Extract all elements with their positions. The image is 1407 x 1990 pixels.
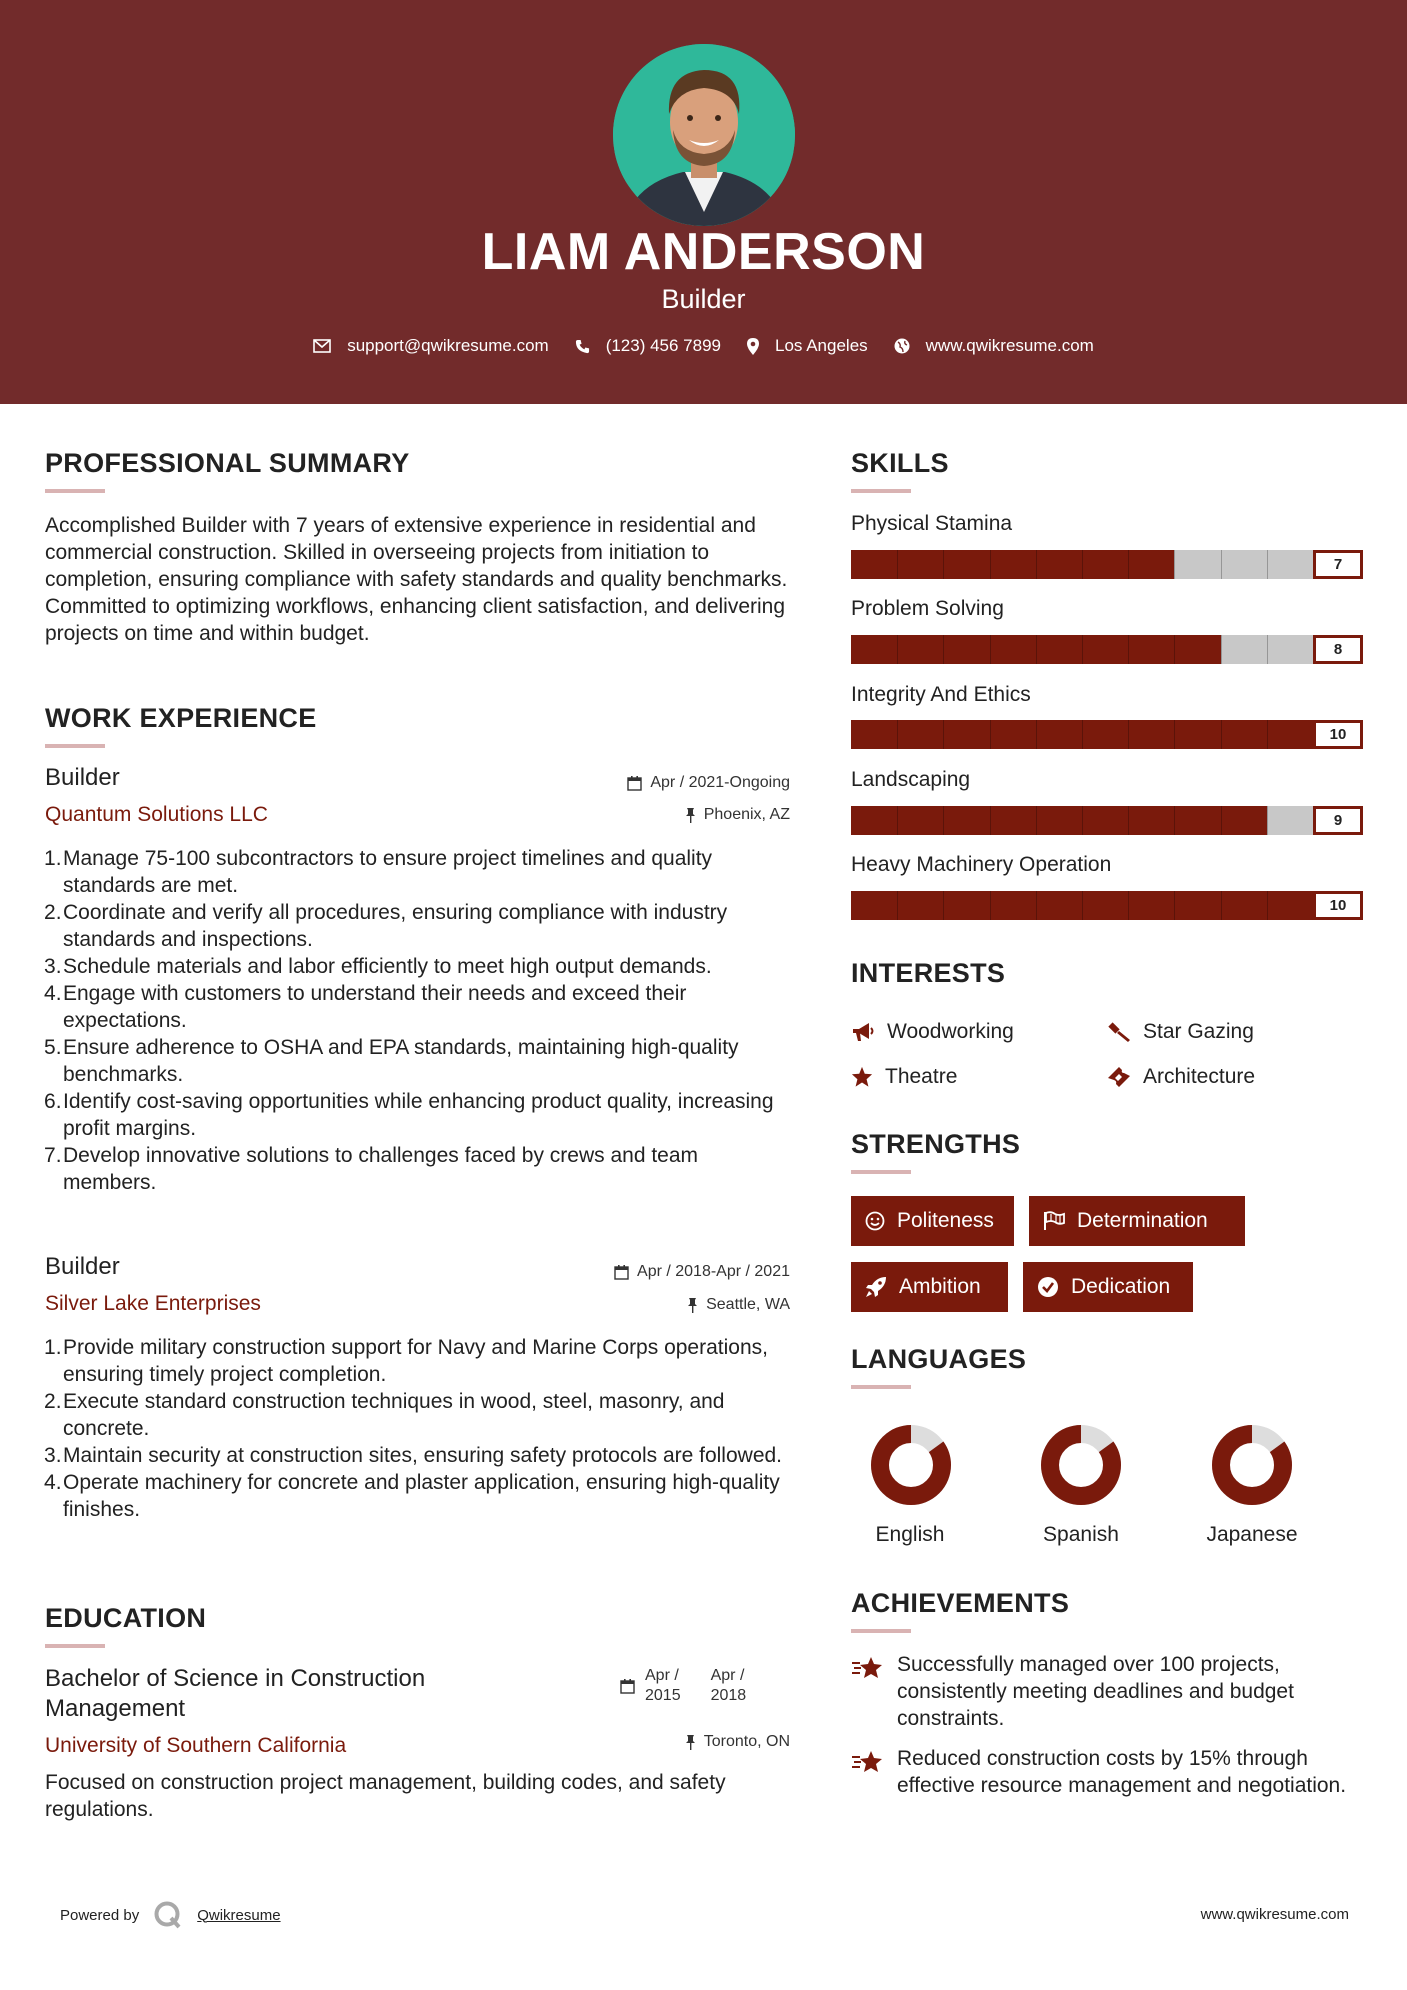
job-1-location-text: Phoenix, AZ xyxy=(703,806,790,823)
education-degree-line1: Bachelor of Science in Construction xyxy=(45,1665,426,1692)
strength-label: Determination xyxy=(1077,1209,1208,1232)
skills-heading: SKILLS xyxy=(851,448,949,478)
contact-location-text: Los Angeles xyxy=(775,336,868,355)
achievement-item xyxy=(851,1745,1371,1799)
strength-label: Ambition xyxy=(899,1275,981,1298)
experience-underline xyxy=(45,744,105,748)
contact-bar xyxy=(0,336,1407,356)
education-degree xyxy=(45,1664,425,1724)
skill-bar-divider xyxy=(943,635,944,664)
skill-bar-divider xyxy=(1174,891,1175,920)
skill-bar-divider xyxy=(1221,720,1222,749)
list-item: Engage with customers to understand their needs and exceed their expectations. xyxy=(63,982,687,1032)
education-end-year: 2018 xyxy=(710,1687,747,1704)
education-start-year: 2015 xyxy=(645,1687,681,1704)
interest-label: Architecture xyxy=(1143,1065,1256,1088)
skill-bar-divider xyxy=(990,806,991,835)
skill-name: Integrity And Ethics xyxy=(851,683,1031,706)
interest-item xyxy=(851,1065,957,1089)
list-item: Develop innovative solutions to challenges faced by crews and team members. xyxy=(63,1144,699,1194)
calendar-icon xyxy=(627,776,642,791)
flag-icon xyxy=(1043,1211,1065,1231)
skill-bar-divider xyxy=(1267,891,1268,920)
skill-bar-divider xyxy=(1267,635,1268,664)
job-1-company: Quantum Solutions LLC xyxy=(45,803,268,826)
calendar-icon xyxy=(620,1679,635,1694)
interest-item xyxy=(1107,1065,1255,1089)
summary-heading: PROFESSIONAL SUMMARY xyxy=(45,448,410,478)
strength-label: Dedication xyxy=(1071,1275,1171,1298)
experience-heading: WORK EXPERIENCE xyxy=(45,703,317,733)
footer-website[interactable]: www.qwikresume.com xyxy=(1200,1906,1349,1923)
skill-name: Physical Stamina xyxy=(851,512,1013,535)
education-underline xyxy=(45,1644,105,1648)
interest-item xyxy=(851,1020,1014,1044)
education-heading: EDUCATION xyxy=(45,1603,207,1633)
profile-photo xyxy=(613,44,795,226)
job-1-title: Builder xyxy=(45,764,120,791)
gavel-icon xyxy=(1107,1021,1131,1043)
achievement-text: Successfully managed over 100 projects, consistently meeting deadlines and budget constraints. xyxy=(897,1653,1294,1730)
education-dates xyxy=(620,1666,746,1706)
skill-bar-divider xyxy=(1128,720,1129,749)
skill-bar-divider xyxy=(990,550,991,579)
skill-bar-divider xyxy=(1036,720,1037,749)
footer-branding xyxy=(60,1900,281,1930)
contact-website-text: www.qwikresume.com xyxy=(925,336,1094,355)
strength-badge xyxy=(1023,1262,1193,1312)
skill-bar-divider xyxy=(897,635,898,664)
skill-bar-divider xyxy=(1082,806,1083,835)
education-location xyxy=(560,1733,790,1751)
language-name: English xyxy=(875,1523,945,1546)
list-item: Maintain security at construction sites, ensuring safety protocols are followed. xyxy=(63,1444,783,1467)
skill-bar-fill xyxy=(851,806,1267,835)
shooting-star-icon xyxy=(851,1655,885,1681)
phone-icon xyxy=(575,339,590,354)
skill-bar-divider xyxy=(1221,635,1222,664)
job-2-dates-text: Apr / 2018-Apr / 2021 xyxy=(637,1263,790,1280)
skill-bar-divider xyxy=(1174,635,1175,664)
list-item: Manage 75-100 subcontractors to ensure project timelines and quality standards are met. xyxy=(63,847,713,897)
skill-bar xyxy=(851,720,1313,749)
skill-bar xyxy=(851,550,1313,579)
education-description: Focused on construction project management, building codes, and safety regulations. xyxy=(45,1771,726,1821)
summary-underline xyxy=(45,489,105,493)
skill-score: 10 xyxy=(1313,891,1363,920)
skill-bar-divider xyxy=(990,635,991,664)
contact-location xyxy=(747,336,868,356)
skill-bar xyxy=(851,806,1313,835)
skill-bar-divider xyxy=(897,720,898,749)
education-start-month: Apr / xyxy=(645,1667,679,1684)
skill-name: Landscaping xyxy=(851,768,971,791)
job-2-location xyxy=(560,1296,790,1314)
skill-bar xyxy=(851,635,1313,664)
achievements-heading: ACHIEVEMENTS xyxy=(851,1588,1070,1618)
shooting-star-icon xyxy=(851,1749,885,1775)
interest-label: Theatre xyxy=(885,1065,958,1088)
skill-bar-divider xyxy=(1036,635,1037,664)
languages-heading: LANGUAGES xyxy=(851,1344,1027,1374)
strengths-heading: STRENGTHS xyxy=(851,1129,1021,1159)
skill-name: Heavy Machinery Operation xyxy=(851,853,1112,876)
list-item: Provide military construction support for Navy and Marine Corps operations, ensuring timely project completion. xyxy=(63,1336,768,1386)
languages-underline xyxy=(851,1385,911,1389)
pin-icon xyxy=(687,1298,698,1313)
strength-badge xyxy=(1029,1196,1245,1246)
language-name: Japanese xyxy=(1206,1523,1298,1546)
skill-bar-divider xyxy=(1082,720,1083,749)
education-school: University of Southern California xyxy=(45,1734,347,1757)
powered-by-text: Powered by xyxy=(60,1906,140,1924)
skill-bar xyxy=(851,891,1313,920)
skill-bar-fill xyxy=(851,550,1174,579)
job-1-duties xyxy=(45,845,795,1196)
achievement-item xyxy=(851,1651,1371,1732)
skill-bar-divider xyxy=(1174,550,1175,579)
skill-bar-divider xyxy=(1221,550,1222,579)
skill-bar-divider xyxy=(1267,806,1268,835)
star-icon xyxy=(851,1066,873,1088)
skill-score: 10 xyxy=(1313,720,1363,749)
contact-website[interactable] xyxy=(894,336,1094,356)
list-item: Coordinate and verify all procedures, ensuring compliance with industry standards and inspections. xyxy=(63,901,728,951)
skill-bar-divider xyxy=(1174,720,1175,749)
skill-bar-divider xyxy=(1128,550,1129,579)
skill-bar-divider xyxy=(1082,891,1083,920)
strength-label: Politeness xyxy=(897,1209,994,1232)
contact-phone[interactable] xyxy=(575,336,721,356)
skill-bar-divider xyxy=(943,720,944,749)
skill-bar-divider xyxy=(943,891,944,920)
list-item: Ensure adherence to OSHA and EPA standards, maintaining high-quality benchmarks. xyxy=(63,1036,739,1086)
skill-score: 9 xyxy=(1313,806,1363,835)
strengths-underline xyxy=(851,1170,911,1174)
education-location-text: Toronto, ON xyxy=(703,1733,790,1750)
achievements-underline xyxy=(851,1629,911,1633)
skills-underline xyxy=(851,489,911,493)
language-name: Spanish xyxy=(1043,1523,1119,1546)
check-circle-icon xyxy=(1037,1276,1059,1298)
contact-email[interactable] xyxy=(313,336,549,356)
skill-bar-divider xyxy=(1128,635,1129,664)
skill-bar-divider xyxy=(1174,806,1175,835)
list-item: Identify cost-saving opportunities while enhancing product quality, increasing profit margins. xyxy=(63,1090,774,1140)
skill-bar-divider xyxy=(897,550,898,579)
skill-bar-divider xyxy=(1036,806,1037,835)
job-2-duties xyxy=(45,1334,795,1523)
skill-bar-divider xyxy=(1036,891,1037,920)
skill-name: Problem Solving xyxy=(851,597,1004,620)
list-item: Operate machinery for concrete and plaster application, ensuring high-quality finishes. xyxy=(63,1471,780,1521)
language-ring xyxy=(1036,1420,1126,1510)
skill-score: 7 xyxy=(1313,550,1363,579)
qwikresume-logo-icon xyxy=(153,1900,183,1930)
job-2-location-text: Seattle, WA xyxy=(706,1296,790,1313)
skill-bar-divider xyxy=(1128,891,1129,920)
skill-bar-divider xyxy=(897,806,898,835)
language-ring xyxy=(1207,1420,1297,1510)
interest-item xyxy=(1107,1020,1254,1044)
calendar-icon xyxy=(614,1265,629,1280)
candidate-title: Builder xyxy=(661,284,746,314)
envelope-icon xyxy=(313,339,331,353)
strength-badge xyxy=(851,1262,1008,1312)
globe-icon xyxy=(894,338,910,354)
achievement-text: Reduced construction costs by 15% through effective resource management and negotiation. xyxy=(897,1747,1347,1797)
ticket-icon xyxy=(1107,1066,1131,1088)
language-ring xyxy=(866,1420,956,1510)
job-1-dates-text: Apr / 2021-Ongoing xyxy=(650,774,790,791)
skill-bar-divider xyxy=(1221,891,1222,920)
map-pin-icon xyxy=(747,338,759,355)
interest-label: Woodworking xyxy=(887,1020,1014,1043)
skill-bar-divider xyxy=(943,550,944,579)
summary-text: Accomplished Builder with 7 years of extensive experience in residential and commercial construction. Skilled in overseeing projects from initiation to completion, ensuring compliance with safety standards and quality benchmarks. Committed to optimizing workflows, enhancing client satisfaction, and delivering projects on time and within budget. xyxy=(45,514,788,645)
job-1-dates xyxy=(560,774,790,792)
contact-email-text: support@qwikresume.com xyxy=(347,336,549,355)
qwikresume-link[interactable]: Qwikresume xyxy=(197,1906,281,1924)
skill-bar-divider xyxy=(990,891,991,920)
smile-icon xyxy=(865,1211,885,1231)
skill-score: 8 xyxy=(1313,635,1363,664)
skill-bar-divider xyxy=(1036,550,1037,579)
skill-bar-divider xyxy=(1221,806,1222,835)
strength-badge xyxy=(851,1196,1014,1246)
skill-bar-divider xyxy=(1128,806,1129,835)
skill-bar-divider xyxy=(1267,720,1268,749)
megaphone-icon xyxy=(851,1022,875,1042)
skill-bar-divider xyxy=(897,891,898,920)
skill-bar-divider xyxy=(943,806,944,835)
job-2-company: Silver Lake Enterprises xyxy=(45,1292,261,1315)
education-end-month: Apr / xyxy=(710,1667,745,1684)
candidate-name: LIAM ANDERSON xyxy=(481,223,926,281)
skill-bar-divider xyxy=(990,720,991,749)
job-2-title: Builder xyxy=(45,1253,120,1280)
resume-header xyxy=(0,0,1407,404)
skill-bar-divider xyxy=(1267,550,1268,579)
pin-icon xyxy=(685,1735,696,1750)
interests-heading: INTERESTS xyxy=(851,958,1006,988)
pin-icon xyxy=(685,808,696,823)
skill-bar-divider xyxy=(1082,550,1083,579)
education-degree-line2: Management xyxy=(45,1695,186,1722)
contact-phone-text: (123) 456 7899 xyxy=(605,336,722,355)
rocket-icon xyxy=(865,1276,887,1298)
list-item: Execute standard construction techniques in wood, steel, masonry, and concrete. xyxy=(63,1390,725,1440)
list-item: Schedule materials and labor efficiently to meet high output demands. xyxy=(63,955,712,978)
job-1-location xyxy=(560,806,790,824)
interest-label: Star Gazing xyxy=(1143,1020,1254,1043)
skill-bar-divider xyxy=(1082,635,1083,664)
job-2-dates xyxy=(540,1263,790,1281)
